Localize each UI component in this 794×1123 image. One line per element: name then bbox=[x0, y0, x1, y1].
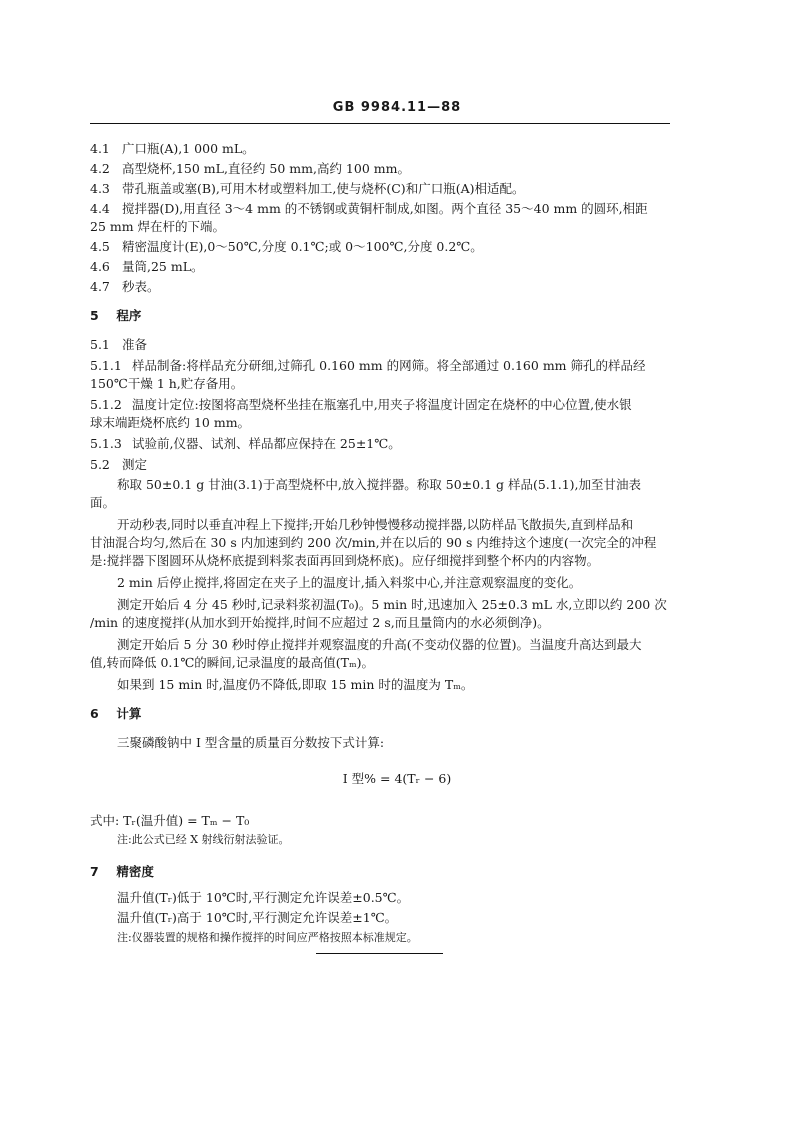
calculation-note: 注:此公式已经 X 射线衍射法验证。 bbox=[117, 833, 290, 846]
paragraph-line: 测定开始后 4 分 45 秒时,记录料浆初温(T₀)。5 min 时,迅速加入 25±0.3 mL 水,立即以约 200 次 bbox=[117, 597, 667, 612]
clause-number: 4.2 bbox=[90, 161, 110, 176]
section-number: 6 bbox=[90, 706, 99, 721]
standard-code-header: GB 9984.11—88 bbox=[332, 100, 462, 115]
clause-text: 广口瓶(A),1 000 mL。 bbox=[121, 141, 255, 156]
clause-5-1-heading bbox=[90, 336, 690, 354]
clause-5-1-3 bbox=[90, 435, 690, 453]
header-rule bbox=[90, 123, 670, 124]
paragraph-line: 称取 50±0.1 g 甘油(3.1)于高型烧杯中,放入搅拌器。称取 50±0.1 g 样品(5.1.1),加至甘油表 bbox=[117, 477, 642, 492]
paragraph-line: 甘油混合均匀,然后在 30 s 内加速到约 200 次/min,并在以后的 90 s 内维持这个速度(一次完全的冲程 bbox=[90, 535, 657, 550]
paragraph-line: /min 的速度搅拌(从加水到开始搅拌,时间不应超过 2 s,而且量筒内的水必须倒净)。 bbox=[90, 615, 550, 630]
paragraph-line: 开动秒表,同时以垂直冲程上下搅拌;开始几秒钟慢慢移动搅拌器,以防样品飞散损失,直到样品和 bbox=[117, 517, 634, 532]
clause-title: 测定 bbox=[121, 457, 147, 472]
clause-number: 5.1 bbox=[90, 337, 110, 352]
clause-number: 4.3 bbox=[90, 181, 110, 196]
clause-4-4-continuation: 25 mm 焊在杆的下端。 bbox=[90, 219, 226, 234]
clause-number: 4.1 bbox=[90, 141, 110, 156]
precision-line-2: 温升值(Tᵣ)高于 10℃时,平行测定允许误差±1℃。 bbox=[117, 910, 398, 925]
clause-text: 秒表。 bbox=[121, 279, 160, 294]
clause-text: 精密温度计(E),0～50℃,分度 0.1℃;或 0～100℃,分度 0.2℃。 bbox=[121, 239, 483, 254]
paragraph-line: 是:搅拌器下图圆环从烧杯底提到料浆表面再回到烧杯底)。应仔细搅拌到整个杯内的内容物。 bbox=[90, 553, 600, 568]
end-rule bbox=[316, 953, 443, 954]
clause-5-1-1-continuation: 150℃干燥 1 h,贮存备用。 bbox=[90, 376, 244, 391]
clause-text: 搅拌器(D),用直径 3～4 mm 的不锈钢或黄铜杆制成,如图。两个直径 35～40 mm 的圆环,相距 bbox=[121, 201, 648, 216]
clause-4-5 bbox=[90, 238, 690, 256]
clause-4-4 bbox=[90, 200, 690, 218]
paragraph-line: 如果到 15 min 时,温度仍不降低,即取 15 min 时的温度为 Tₘ。 bbox=[117, 677, 474, 692]
clause-5-1-2-continuation: 球末端距烧杯底约 10 mm。 bbox=[90, 415, 251, 430]
section-title: 程序 bbox=[116, 308, 142, 323]
section-number: 5 bbox=[90, 308, 99, 323]
paragraph-line: 测定开始后 5 分 30 秒时停止搅拌并观察温度的升高(不变动仪器的位置)。当温度升高达到最大 bbox=[117, 637, 642, 652]
clause-text: 带孔瓶盖或塞(B),可用木材或塑料加工,使与烧杯(C)和广口瓶(A)相适配。 bbox=[121, 181, 525, 196]
clause-number: 4.7 bbox=[90, 279, 110, 294]
clause-5-1-1 bbox=[90, 357, 690, 375]
clause-number: 5.1.1 bbox=[90, 358, 122, 373]
clause-number: 4.5 bbox=[90, 239, 110, 254]
clause-number: 5.1.3 bbox=[90, 436, 122, 451]
clause-number: 5.2 bbox=[90, 457, 110, 472]
clause-4-7 bbox=[90, 278, 690, 296]
clause-text: 试验前,仪器、试剂、样品都应保持在 25±1℃。 bbox=[131, 436, 401, 451]
clause-5-1-2 bbox=[90, 396, 690, 414]
clause-5-2-heading bbox=[90, 456, 690, 474]
clause-title: 准备 bbox=[121, 337, 147, 352]
precision-line-1: 温升值(Tᵣ)低于 10℃时,平行测定允许误差±0.5℃。 bbox=[117, 890, 410, 905]
precision-note: 注:仪器装置的规格和操作搅拌的时间应严格按照本标准规定。 bbox=[117, 931, 418, 944]
clause-4-1 bbox=[90, 140, 690, 158]
section-7-heading bbox=[90, 863, 690, 881]
calculation-intro: 三聚磷酸钠中 I 型含量的质量百分数按下式计算: bbox=[117, 735, 385, 750]
section-title: 精密度 bbox=[116, 864, 154, 879]
clause-number: 4.6 bbox=[90, 259, 110, 274]
clause-text: 样品制备:将样品充分研细,过筛孔 0.160 mm 的网筛。将全部通过 0.160 mm 筛孔的样品经 bbox=[131, 358, 646, 373]
section-number: 7 bbox=[90, 864, 99, 879]
paragraph-line: 面。 bbox=[90, 495, 116, 510]
clause-number: 5.1.2 bbox=[90, 397, 122, 412]
clause-text: 量筒,25 mL。 bbox=[121, 259, 204, 274]
clause-text: 温度计定位:按图将高型烧杯坐挂在瓶塞孔中,用夹子将温度计固定在烧杯的中心位置,使水银 bbox=[131, 397, 632, 412]
section-5-heading bbox=[90, 307, 690, 325]
clause-4-6 bbox=[90, 258, 690, 276]
clause-number: 4.4 bbox=[90, 201, 110, 216]
formula: I 型% = 4(Tᵣ − 6) bbox=[342, 771, 452, 786]
clause-4-3 bbox=[90, 180, 690, 198]
paragraph-line: 值,转而降低 0.1℃的瞬间,记录温度的最高值(Tₘ)。 bbox=[90, 655, 375, 670]
paragraph-line: 2 min 后停止搅拌,将固定在夹子上的温度计,插入料浆中心,并注意观察温度的变化。 bbox=[117, 575, 582, 590]
clause-text: 高型烧杯,150 mL,直径约 50 mm,高约 100 mm。 bbox=[121, 161, 410, 176]
section-6-heading bbox=[90, 705, 690, 723]
section-title: 计算 bbox=[116, 706, 142, 721]
clause-4-2 bbox=[90, 160, 690, 178]
formula-where: 式中: Tᵣ(温升值) = Tₘ − T₀ bbox=[90, 813, 250, 828]
